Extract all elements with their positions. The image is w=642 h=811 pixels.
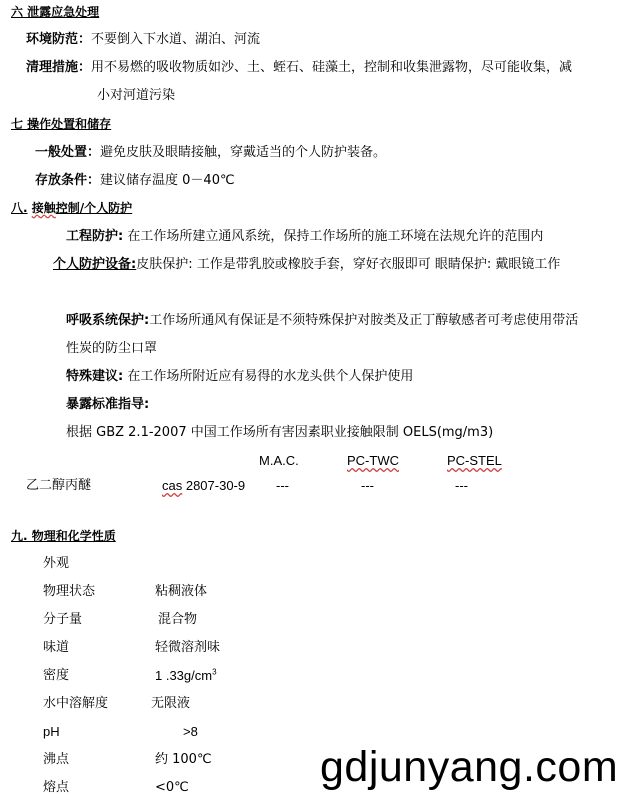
env-protection-label: 环境防范： (26, 32, 92, 47)
section-8-heading-b: 控制/个人防护 (55, 201, 133, 215)
prop-label: 熔点 (43, 780, 70, 795)
ppe-label: 个人防护设备: (53, 257, 137, 272)
engineering-label: 工程防护: (66, 229, 124, 244)
prop-label: pH (43, 724, 60, 739)
prop-label: 物理状态 (43, 584, 96, 599)
standard-text: 根据 GBZ 2.1-2007 中国工作场所有害因素职业接触限制 OELS(mg/m3) (66, 425, 494, 440)
value-pc-stel: --- (455, 478, 468, 493)
watermark: gdjunyang.com (320, 743, 619, 791)
appearance-label: 外观 (43, 556, 70, 571)
respiratory-label: 呼吸系统保护: (66, 313, 150, 328)
prop-label: 分子量 (43, 612, 83, 627)
cas-number-row (162, 477, 245, 495)
exposure-label: 暴露标准指导: (66, 397, 150, 412)
prop-label: 沸点 (43, 752, 70, 767)
col-pc-twc: PC-TWC (347, 453, 399, 468)
section-8-heading-a: 接触 (31, 201, 56, 215)
ppe-row (53, 256, 560, 274)
prop-value: 混合物 (158, 612, 198, 627)
special-row (66, 368, 413, 386)
respiratory-text: 工作场所通风有保证是不须特殊保护对胺类及正丁醇敏感者可考虑使用带活 (149, 313, 579, 328)
special-label: 特殊建议: (66, 369, 124, 384)
prop-value: <0℃ (155, 780, 189, 795)
env-protection-row (26, 31, 260, 49)
handling-label: 一般处置： (35, 145, 101, 160)
value-pc-twc: --- (361, 478, 374, 493)
prop-label: 密度 (43, 668, 70, 683)
prop-value: >8 (183, 724, 198, 739)
density-superscript: 3 (212, 667, 217, 677)
cas-number: 2807-30-9 (182, 478, 246, 493)
section-9-heading: 九. 物理和化学性质 (11, 529, 116, 543)
section-8-heading (11, 199, 132, 217)
cleanup-text: 用不易燃的吸收物质如沙、土、蛭石、硅藻土，控制和收集泄露物，尽可能收集，减 (91, 60, 573, 75)
cleanup-row (26, 59, 572, 77)
col-mac: M.A.C. (259, 453, 299, 468)
prop-label: 水中溶解度 (43, 696, 109, 711)
section-8-number: 八. (11, 201, 28, 215)
storage-row (35, 172, 235, 190)
cleanup-label: 清理措施： (26, 60, 92, 75)
respiratory-text-cont: 性炭的防尘口罩 (66, 341, 158, 356)
handling-text: 避免皮肤及眼睛接触，穿戴适当的个人防护装备。 (100, 145, 387, 160)
storage-text: 建议储存温度 0－40℃ (100, 173, 235, 188)
section-6-heading: 六 泄露应急处理 (11, 5, 100, 19)
engineering-row (66, 228, 543, 246)
cleanup-text-cont: 小对河道污染 (97, 88, 176, 103)
prop-value: 1 .33g/cm (155, 668, 213, 683)
prop-value: 轻微溶剂味 (155, 640, 221, 655)
col-pc-stel: PC-STEL (447, 453, 502, 468)
handling-row (35, 144, 386, 162)
storage-label: 存放条件： (35, 173, 101, 188)
substance-name: 乙二醇丙醚 (26, 478, 92, 493)
respiratory-row (66, 312, 578, 330)
special-text: 在工作场所附近应有易得的水龙头供个人保护使用 (127, 369, 414, 384)
engineering-text: 在工作场所建立通风系统，保持工作场所的施工环境在法规允许的范围内 (127, 229, 544, 244)
prop-value: 约 100℃ (155, 752, 212, 767)
cas-prefix: cas (162, 478, 183, 493)
ppe-text: 皮肤保护: 工作是带乳胶或橡胶手套，穿好衣服即可 眼睛保护: 戴眼镜工作 (136, 257, 561, 272)
prop-value: 无限液 (151, 696, 191, 711)
prop-label: 味道 (43, 640, 70, 655)
env-protection-text: 不要倒入下水道、湖泊、河流 (91, 32, 261, 47)
section-7-heading: 七 操作处置和储存 (11, 117, 112, 131)
value-mac: --- (276, 478, 289, 493)
prop-value: 粘稠液体 (155, 584, 208, 599)
density-value-row (155, 667, 217, 685)
